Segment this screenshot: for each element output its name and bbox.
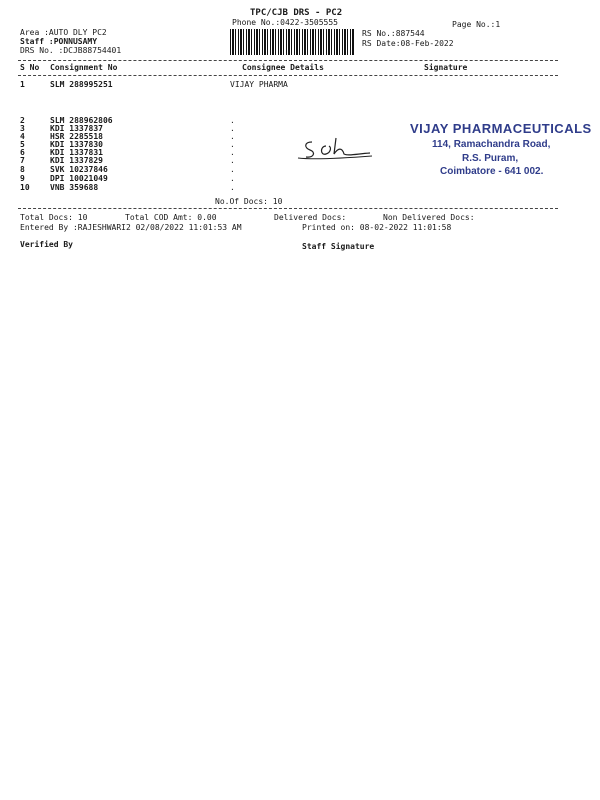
- row-consignment: SVK 10237846: [50, 165, 108, 174]
- row-consignee: .: [230, 148, 235, 157]
- page-number: Page No.:1: [452, 20, 501, 29]
- row-consignee: .: [230, 156, 235, 165]
- barcode: [230, 29, 354, 55]
- row-consignment: HSR 2285518: [50, 132, 103, 141]
- total-docs: Total Docs: 10: [20, 213, 88, 222]
- row-sno: 2: [20, 116, 25, 125]
- col-consignment: Consignment No: [50, 63, 118, 72]
- row-consignment: SLM 288962806: [50, 116, 113, 125]
- drs-number: DRS No. :DCJB88754401: [20, 46, 122, 55]
- row-consignee: VIJAY PHARMA: [230, 80, 288, 89]
- row-sno: 8: [20, 165, 25, 174]
- row-consignee: .: [230, 165, 235, 174]
- entered-by: Entered By :RAJESHWARI2 02/08/2022 11:01:53 AM: [20, 223, 242, 232]
- no-of-docs: No.Of Docs: 10: [215, 197, 283, 206]
- stamp-company-name: VIJAY PHARMACEUTICALS: [410, 121, 592, 136]
- stamp-address-line3: Coimbatore - 641 002.: [440, 166, 544, 177]
- staff-label: Staff :PONNUSAMY: [20, 37, 98, 46]
- row-consignment: SLM 288995251: [50, 80, 113, 89]
- divider-header: [18, 75, 558, 76]
- row-consignment: KDI 1337837: [50, 124, 103, 133]
- row-sno: 7: [20, 156, 25, 165]
- non-delivered-docs: Non Delivered Docs:: [383, 213, 475, 222]
- divider-summary: [18, 208, 558, 209]
- row-sno: 6: [20, 148, 25, 157]
- row-sno: 4: [20, 132, 25, 141]
- handwritten-signature: [296, 134, 374, 164]
- row-consignee: .: [230, 140, 235, 149]
- row-consignment: KDI 1337829: [50, 156, 103, 165]
- row-consignment: VNB 359688: [50, 183, 99, 192]
- row-consignee: .: [230, 183, 235, 192]
- col-sno: S No: [20, 63, 40, 72]
- printed-on: Printed on: 08-02-2022 11:01:58: [302, 223, 452, 232]
- verified-by: Verified By: [20, 240, 73, 249]
- phone-number: Phone No.:0422-3505555: [232, 18, 338, 27]
- row-consignee: .: [230, 174, 235, 183]
- total-cod-amount: Total COD Amt: 0.00: [125, 213, 217, 222]
- stamp-address-line1: 114, Ramachandra Road,: [432, 139, 551, 150]
- divider-top: [18, 60, 558, 61]
- area-label: Area :AUTO DLY PC2: [20, 28, 107, 37]
- staff-signature: Staff Signature: [302, 242, 375, 251]
- col-consignee: Consignee Details: [242, 63, 324, 72]
- row-sno: 1: [20, 80, 25, 89]
- stamp-address-line2: R.S. Puram,: [462, 153, 519, 164]
- rs-number: RS No.:887544: [362, 29, 425, 38]
- row-sno: 3: [20, 124, 25, 133]
- delivered-docs: Delivered Docs:: [274, 213, 347, 222]
- rs-date: RS Date:08-Feb-2022: [362, 39, 454, 48]
- row-sno: 5: [20, 140, 25, 149]
- row-consignee: .: [230, 132, 235, 141]
- row-consignment: KDI 1337831: [50, 148, 103, 157]
- row-consignment: DPI 10021049: [50, 174, 108, 183]
- row-sno: 9: [20, 174, 25, 183]
- row-consignee: .: [230, 116, 235, 125]
- row-sno: 10: [20, 183, 30, 192]
- row-consignee: .: [230, 124, 235, 133]
- row-consignment: KDI 1337830: [50, 140, 103, 149]
- report-title: TPC/CJB DRS - PC2: [250, 8, 343, 18]
- col-signature: Signature: [424, 63, 468, 72]
